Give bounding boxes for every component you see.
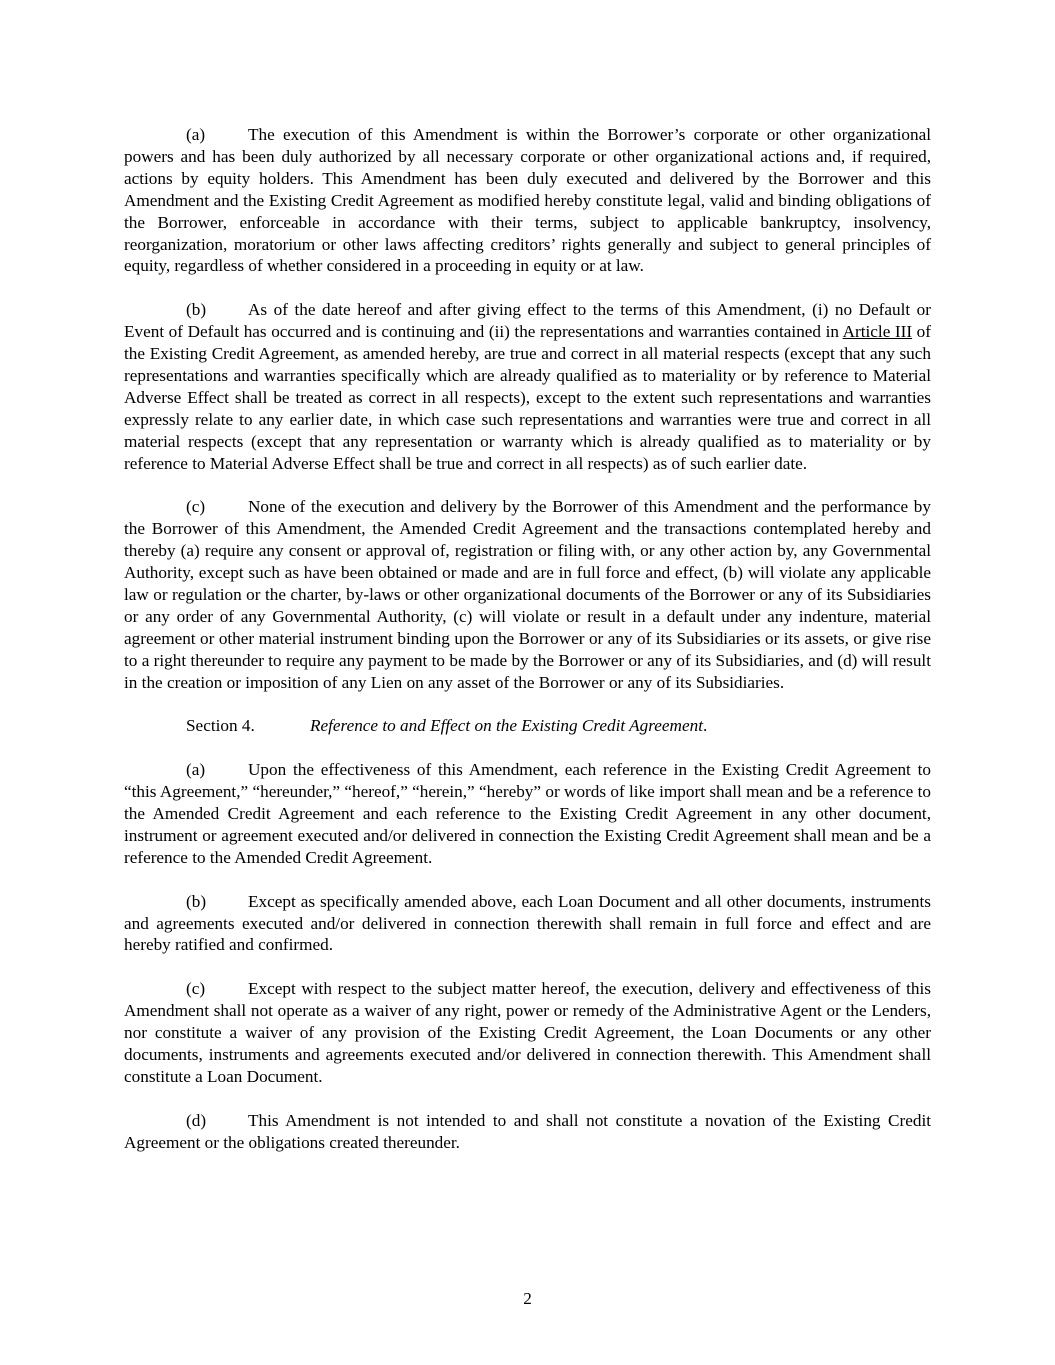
page-number: 2 [523,1289,532,1308]
section-title: Reference to and Effect on the Existing Credit Agreement [310,716,703,736]
paragraph-3b [124,299,931,474]
paragraph-text: As of the date hereof and after giving effect to the terms of this Amendment, (i) no Default or Event of Default has occurred and is continuing and (ii) the representations and warranties contained in [124,300,931,342]
paragraph-label: (a) [186,760,206,780]
section-number: Section 4. [186,716,255,736]
paragraph-4a [124,759,931,869]
paragraph-4b [124,891,931,957]
paragraph-label: (b) [186,891,207,911]
paragraph-text: None of the execution and delivery by the Borrower of this Amendment and the performance by the Borrower of this Amendment, the Amended Credit Agreement and the transactions contemplated hereby and thereby (a) require any consent or approval of, registration or filing with, or any other action by, any Governmental Authority, except such as have been obtained or made and are in full force and effect, (b) will violate any applicable law or regulation or the charter, by-laws or other organizational documents of the Borrower or any of its Subsidiaries or any order of any Governmental Authority, (c) will violate or result in a default under any indenture, material agreement or other material instrument binding upon the Borrower or any of its Subsidiaries or its assets, or give rise to a right thereunder to require any payment to be made by the Borrower or any of its Subsidiaries, and (d) will result in the creation or imposition of any Lien on any asset of the Borrower or any of its Subsidiaries. [124,497,931,692]
paragraph-4c [124,978,931,1088]
paragraph-text: Upon the effectiveness of this Amendment, each reference in the Existing Credit Agreement to “this Agreement,” “hereunder,” “hereof,” “herein,” “hereby” or words of like import shall mean and be a reference to the Amended Credit Agreement and each reference to the Existing Credit Agreement in any other document, instrument or agreement executed and/or delivered in connection the Existing Credit Agreement shall mean and be a reference to the Amended Credit Agreement. [124,760,931,867]
article-iii-reference: Article III [842,322,913,342]
paragraph-text: of the Existing Credit Agreement, as amended hereby, are true and correct in all material respects (except that any such representations and warranties specifically which are already qualified as to materiality or by reference to Material Adverse Effect shall be treated as correct in all respects), except to the extent such representations and warranties expressly relate to any earlier date, in which case such representations and warranties were true and correct in all material respects (except that any representation or warranty which is already qualified as to materiality or by reference to Material Adverse Effect shall be true and correct in all respects) as of such earlier date. [124,322,931,473]
paragraph-label: (c) [186,979,206,999]
paragraph-label: (c) [186,497,206,517]
paragraph-4d [124,1110,931,1154]
paragraph-text: Except with respect to the subject matter hereof, the execution, delivery and effectiveness of this Amendment shall not operate as a waiver of any right, power or remedy of the Administrative Agent or the Lenders, nor constitute a waiver of any provision of the Existing Credit Agreement, the Loan Documents or any other documents, instruments and agreements executed and/or delivered in connection therewith. This Amendment shall constitute a Loan Document. [124,979,931,1086]
paragraph-label: (d) [186,1110,207,1130]
paragraph-label: (a) [186,125,206,144]
paragraph-3c [124,496,931,693]
paragraph-text: This Amendment is not intended to and shall not constitute a novation of the Existing Credit Agreement or the obligations created thereunder. [124,1110,931,1152]
document-page [124,124,931,1175]
paragraph-text: Except as specifically amended above, each Loan Document and all other documents, instruments and agreements executed and/or delivered in connection therewith shall remain in full force and effect and are hereby ratified and confirmed. [124,891,931,955]
section-4-heading [124,715,931,737]
section-title-period: . [702,716,708,736]
paragraph-label: (b) [186,300,207,320]
paragraph-text: The execution of this Amendment is within the Borrower’s corporate or other organizational powers and has been duly authorized by all necessary corporate or other organizational actions and, if required, actions by equity holders. This Amendment has been duly executed and delivered by the Borrower and this Amendment and the Existing Credit Agreement as modified hereby constitute legal, valid and binding obligations of the Borrower, enforceable in accordance with their terms, subject to applicable bankruptcy, insolvency, reorganization, moratorium or other laws affecting creditors’ rights generally and subject to general principles of equity, regardless of whether considered in a proceeding in equity or at law. [124,125,931,276]
paragraph-3a [124,124,931,277]
